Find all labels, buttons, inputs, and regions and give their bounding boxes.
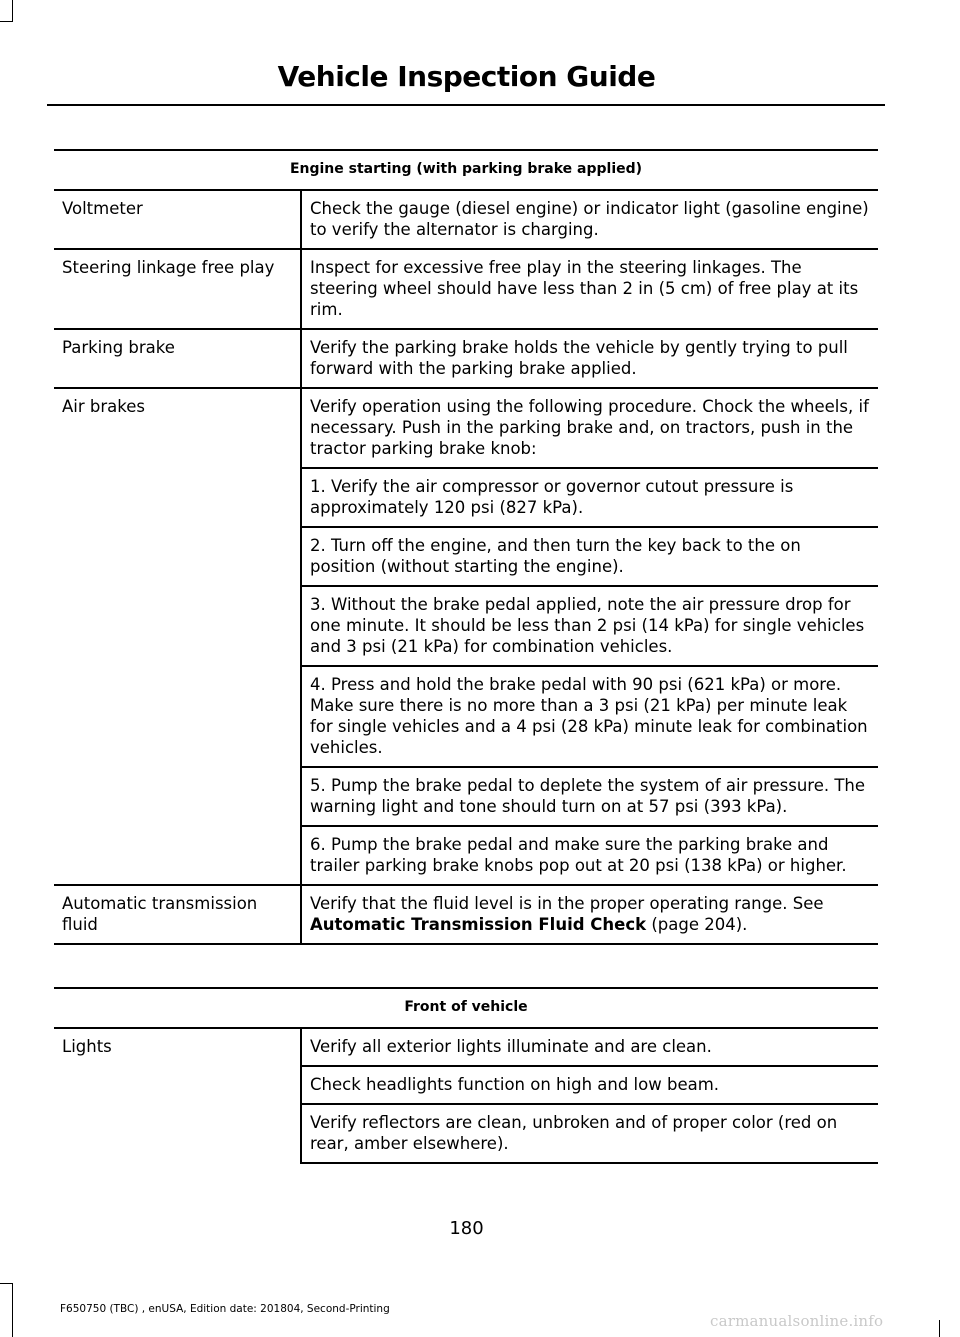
lights-item: Verify all exterior lights illuminate and are clean. xyxy=(301,1028,878,1066)
row-label-parking-brake: Parking brake xyxy=(54,329,301,388)
table-row xyxy=(54,329,878,388)
row-label-transmission-fluid: Automatic transmission fluid xyxy=(54,885,301,944)
air-brakes-step: 2. Turn off the engine, and then turn the key back to the on position (without starting the engine). xyxy=(301,527,878,586)
engine-starting-table xyxy=(54,149,878,945)
air-brakes-step: 6. Pump the brake pedal and make sure the parking brake and trailer parking brake knobs pop out at 20 psi (138 kPa) or higher. xyxy=(301,826,878,885)
footer-edition-info: F650750 (TBC) , enUSA, Edition date: 201804, Second-Printing xyxy=(60,1303,390,1315)
table-row xyxy=(54,249,878,329)
table-row xyxy=(54,885,878,944)
title-divider xyxy=(47,104,885,106)
transmission-fluid-check-link[interactable]: Automatic Transmission Fluid Check xyxy=(310,915,647,934)
crop-mark-bottom-right-vertical xyxy=(939,1320,940,1337)
lights-item: Verify reflectors are clean, unbroken and of proper color (red on rear, amber elsewhere). xyxy=(301,1104,878,1163)
air-brakes-step: 4. Press and hold the brake pedal with 90 psi (621 kPa) or more. Make sure there is no more than a 3 psi (21 kPa) per minute leak for single vehicles and a 4 psi (28 kPa) minute leak for combination vehicles. xyxy=(301,666,878,767)
transmission-text-after: (page 204). xyxy=(646,915,748,934)
table-row xyxy=(54,1028,878,1066)
row-text-parking-brake: Verify the parking brake holds the vehicle by gently trying to pull forward with the parking brake applied. xyxy=(301,329,878,388)
air-brakes-step: 3. Without the brake pedal applied, note the air pressure drop for one minute. It should be less than 2 psi (14 kPa) for single vehicles and 3 psi (21 kPa) for combination vehicles. xyxy=(301,586,878,666)
row-label-air-brakes: Air brakes xyxy=(54,388,301,885)
table-heading: Front of vehicle xyxy=(54,988,878,1028)
air-brakes-intro: Verify operation using the following procedure. Chock the wheels, if necessary. Push in the parking brake and, on tractors, push in the tractor parking brake knob: xyxy=(301,388,878,468)
table-row xyxy=(54,388,878,468)
table-heading: Engine starting (with parking brake applied) xyxy=(54,150,878,190)
lights-item: Check headlights function on high and low beam. xyxy=(301,1066,878,1104)
table-header-row xyxy=(54,150,878,190)
row-text-steering-linkage: Inspect for excessive free play in the steering linkages. The steering wheel should have less than 2 in (5 cm) of free play at its rim. xyxy=(301,249,878,329)
watermark: carmanualsonline.info xyxy=(710,1312,884,1330)
table-header-row xyxy=(54,988,878,1028)
row-label-lights: Lights xyxy=(54,1028,301,1163)
air-brakes-step: 5. Pump the brake pedal to deplete the system of air pressure. The warning light and tone should turn on at 57 psi (393 kPa). xyxy=(301,767,878,826)
row-label-steering-linkage: Steering linkage free play xyxy=(54,249,301,329)
crop-mark-top-left-vertical xyxy=(12,0,13,22)
page-number: 180 xyxy=(449,1218,484,1239)
crop-mark-top-left-horizontal xyxy=(0,21,13,22)
row-text-transmission-fluid xyxy=(301,885,878,944)
crop-mark-bottom-left-vertical xyxy=(12,1283,13,1337)
air-brakes-step: 1. Verify the air compressor or governor cutout pressure is approximately 120 psi (827 kPa). xyxy=(301,468,878,527)
transmission-text-before: Verify that the fluid level is in the proper operating range. See xyxy=(310,894,824,913)
row-text-voltmeter: Check the gauge (diesel engine) or indicator light (gasoline engine) to verify the alternator is charging. xyxy=(301,190,878,249)
crop-mark-bottom-left-horizontal xyxy=(0,1283,13,1284)
row-label-voltmeter: Voltmeter xyxy=(54,190,301,249)
table-row xyxy=(54,190,878,249)
page-title: Vehicle Inspection Guide xyxy=(277,60,656,93)
front-of-vehicle-table xyxy=(54,987,878,1164)
